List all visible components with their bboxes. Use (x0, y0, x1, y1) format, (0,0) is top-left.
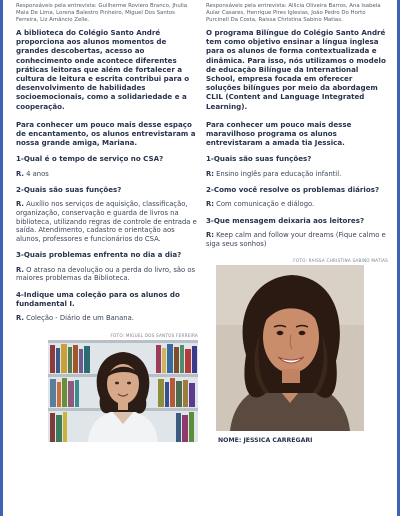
lead-paragraph: Para conhecer um pouco mais desse espaço de encantamento, os alunos entrevistaram a nossa grande amiga, Mariana. (16, 119, 196, 148)
interview-credits: Responsáveis pela entrevista: Allicia Oliveira Barros, Ana Isabela Aular Casares, Henrique Pires Iglesias, João Pedro Do Horto Purcinell Da Costa, Raissa Christina Sabino Matias. (206, 3, 381, 23)
answer-3: R. O atraso na devolução ou a perda do livro, são os maiores problemas da Biblioteca. (16, 265, 196, 283)
left-border-stripe (0, 0, 3, 516)
answer-4: R. Coleção - Diário de um Banana. (16, 314, 134, 323)
question-3: 3-Quais problemas enfrenta no dia a dia? (16, 250, 182, 260)
lead-paragraph: Para conhecer um pouco mais desse maravilhoso programa os alunos entrevistaram a amada tia Jessica. (206, 119, 352, 148)
intro-paragraph: O programa Bilíngue do Colégio Santo André tem como objetivo ensinar a língua inglesa para os alunos de forma contextualizada e dinâmica. Para isso, nós utilizamos o modelo de educação Bilíngue da International School, empresa focada em oferecer soluções bilíngues por meio da abordagem CLIL (Content and Language Integrated Learning). (206, 28, 386, 111)
question-3: 3-Que mensagem deixaria aos leitores? (206, 216, 365, 226)
question-4: 4-Indique uma coleção para os alunos do fundamental I. (16, 289, 180, 308)
answer-1: R. 4 anos (16, 169, 49, 178)
library-interview-column (16, 0, 198, 516)
answer-1: R: Ensino inglês para educação infantil. (206, 169, 342, 178)
teacher-name-label: NOME: JESSICA CARREGARI (218, 437, 313, 445)
answer-2: R: Com comunicação e diálogo. (206, 200, 315, 209)
photo-caption: FOTO: RAISSA CHRISTINA SABINO MATIAS (293, 258, 388, 264)
intro-paragraph: A biblioteca do Colégio Santo André proporciona aos alunos momentos de grandes descobertas, acesso ao conhecimento onde acontece diferentes práticas leitoras que além de fortalecer a cultura de leitura e escrita contribui para o desenvolvimento de habilidades socioemocionais, como a solidariedade e a cooperação. (16, 28, 190, 111)
interview-credits: Responsáveis pela entrevista: Guilherme Roviero Branco, Jhulia Maia De Lima, Lorena Balestro Pinheiro, Miguel Dos Santos Ferreira, Liz Amâncio Zelle. (16, 3, 188, 23)
librarian-photo (48, 340, 198, 442)
question-1: 1-Quais são suas funções? (206, 154, 312, 164)
answer-3: R: Keep calm and follow your dreams (Fique calmo e siga seus sonhos) (206, 231, 386, 248)
photo-caption: FOTO: MIGUEL DOS SANTOS FERREIRA (110, 332, 198, 338)
question-2: 2-Quais são suas funções? (16, 185, 122, 195)
answer-2: R. Auxílio nos serviços de aquisição, classificação, organização, conservação e guarda de livros na biblioteca, utilizando regras de controle de entrada e saída. Atendimento, cadastro e orientação aos alunos, professores e funcionários do CSA. (16, 200, 197, 243)
question-2: 2-Como você resolve os problemas diários? (206, 185, 380, 195)
question-1: 1-Qual é o tempo de serviço no CSA? (16, 154, 164, 164)
teacher-photo (216, 265, 364, 431)
bilingual-interview-column (206, 0, 388, 516)
